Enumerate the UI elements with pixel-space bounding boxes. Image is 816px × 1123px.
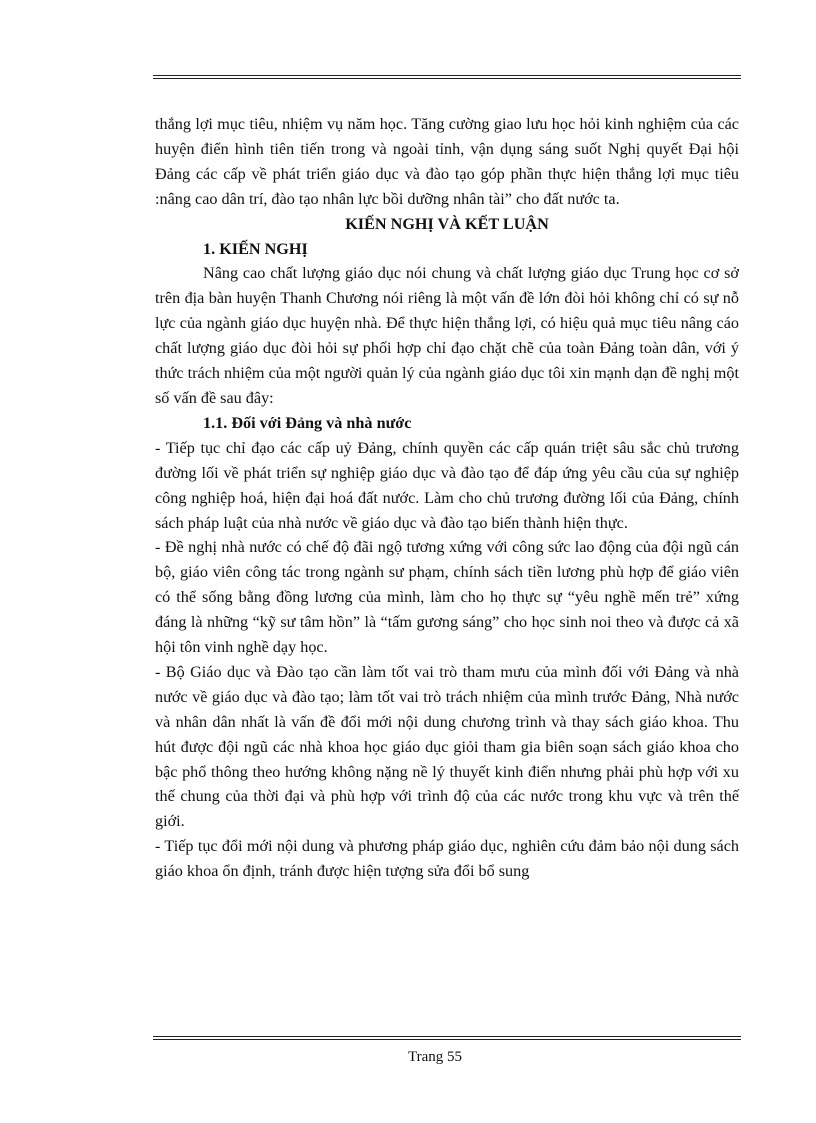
bullet-item: - Đề nghị nhà nước có chế độ đãi ngộ tương xứng với công sức lao động của đội ngũ cán bộ, giáo viên công tác trong ngành sư phạm, chính sách tiền lương phù hợp để giáo viên có thể sống bằng đồng lương của mình, làm cho họ thực sự “yêu nghề mến trẻ” xứng đáng là những “kỹ sư tâm hồn” là “tấm gương sáng” cho học sinh noi theo và được cả xã hội tôn vinh nghề dạy học.: [155, 538, 739, 657]
bullet-item: - Tiếp tục đổi mới nội dung và phương pháp giáo dục, nghiên cứu đảm bảo nội dung sách giáo khoa ổn định, tránh được hiện tượng sửa đổi bổ sung: [155, 837, 739, 881]
header-rule: [153, 75, 741, 79]
footer-rule: [153, 1036, 741, 1040]
bullet-item: - Bộ Giáo dục và Đào tạo cần làm tốt vai trò tham mưu của mình đối với Đảng và nhà nước về giáo dục và đào tạo; làm tốt vai trò trách nhiệm của mình trước Đảng, Nhà nước và nhân dân nhất là vấn đề đổi mới nội dung chương trình và thay sách giáo khoa. Thu hút được đội ngũ các nhà khoa học giáo dục giỏi tham gia biên soạn sách giáo khoa cho bậc phổ thông theo hướng không nặng nề lý thuyết kinh điển nhưng phải phù hợp với xu thế chung của thời đại và phù hợp với trình độ của các nước trong khu vực và trên thế giới.: [155, 662, 739, 831]
page-number: Trang 55: [407, 1049, 463, 1065]
heading-recommendations: 1. KIẾN NGHỊ: [203, 239, 308, 258]
section-title: KIẾN NGHỊ VÀ KẾT LUẬN: [345, 214, 549, 233]
heading-party-state: 1.1. Đối với Đảng và nhà nước: [203, 413, 412, 432]
intro-paragraph: thắng lợi mục tiêu, nhiệm vụ năm học. Tăng cường giao lưu học hỏi kinh nghiệm của các huyện điển hình tiên tiến trong và ngoài tỉnh, vận dụng sáng suốt Nghị quyết Đại hội Đảng các cấp về phát triển giáo dục và đào tạo góp phần thực hiện thắng lợi mục tiêu :nâng cao dân trí, đào tạo nhân lực bồi dưỡng nhân tài” cho đất nước ta.: [155, 115, 739, 208]
page-body: [155, 112, 739, 884]
bullet-item: - Tiếp tục chỉ đạo các cấp uỷ Đảng, chính quyền các cấp quán triệt sâu sắc chủ trương đường lối về phát triển sự nghiệp giáo dục và đào tạo để đáp ứng yêu cầu của sự nghiệp công nghiệp hoá, hiện đại hoá đất nước. Làm cho chủ trương đường lối của Đảng, chính sách pháp luật của nhà nước về giáo dục và đào tạo biến thành hiện thực.: [155, 438, 739, 532]
paragraph-recommendations: Nâng cao chất lượng giáo dục nói chung và chất lượng giáo dục Trung học cơ sở trên địa bàn huyện Thanh Chương nói riêng là một vấn đề lớn đòi hỏi không chỉ có sự nỗ lực của ngành giáo dục huyện nhà. Để thực hiện thắng lợi, có hiệu quả mục tiêu nâng cáo chất lượng giáo dục đòi hỏi sự phối hợp chỉ đạo chặt chẽ của toàn Đảng toàn dân, với ý thức trách nhiệm của một người quản lý của ngành giáo dục tôi xin mạnh dạn đề nghị một số vấn đề sau đây:: [155, 264, 739, 407]
